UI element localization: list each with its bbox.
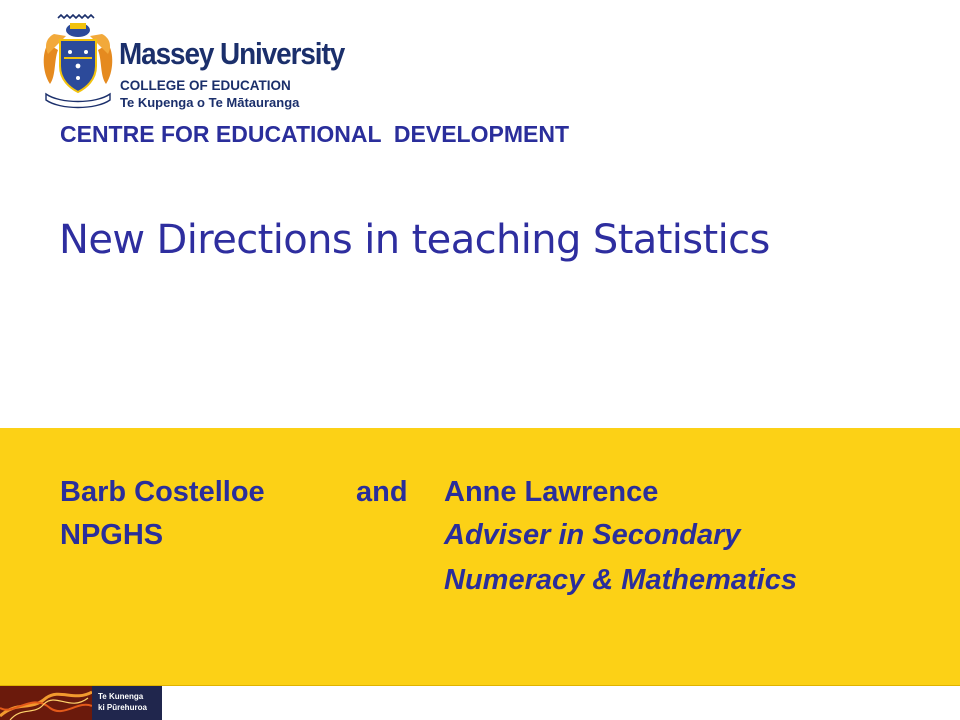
crest-icon (40, 14, 116, 110)
authors-band (0, 428, 960, 685)
flame-graphic-icon (0, 686, 92, 720)
centre-heading: CENTRE FOR EDUCATIONAL DEVELOPMENT (60, 121, 569, 147)
author-left-affiliation: NPGHS (60, 519, 164, 551)
footer-badge (92, 686, 162, 720)
maori-college-name: Te Kupenga o Te Mātauranga (120, 95, 300, 110)
university-name: Massey University (119, 36, 345, 71)
author-right-name: Anne Lawrence (444, 476, 659, 508)
massey-logo (40, 14, 370, 110)
author-right-role-line-2: Numeracy & Mathematics (444, 564, 797, 596)
footer-text-line-2: ki Pūrehuroa (98, 703, 147, 712)
author-left-name: Barb Costelloe (60, 476, 265, 508)
authors-connector: and (356, 476, 408, 508)
footer-text-line-1: Te Kunenga (98, 692, 144, 701)
footer (0, 686, 960, 720)
college-name: COLLEGE OF EDUCATION (120, 78, 291, 93)
author-right-role-line-1: Adviser in Secondary (444, 519, 741, 551)
presentation-title: New Directions in teaching Statistics (59, 217, 770, 263)
